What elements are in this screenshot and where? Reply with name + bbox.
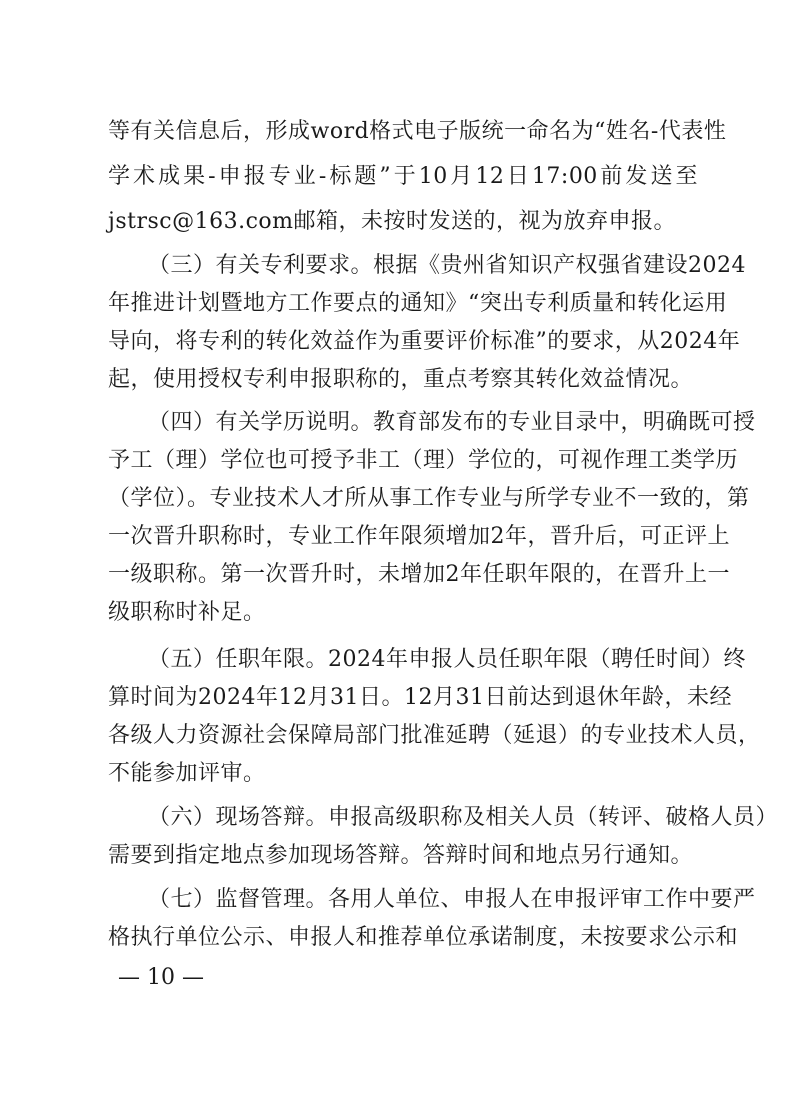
paragraph-heading-line: （六）现场答辩。申报高级职称及相关人员（转评、破格人员） [148, 805, 779, 830]
text-line: jstrsc@163.com邮箱，未按时发送的，视为放弃申报。 [108, 209, 676, 234]
text-line: 格执行单位公示、申报人和推荐单位承诺制度，未按要求公示和 [108, 925, 739, 950]
text-line: 级职称时补足。 [108, 600, 266, 625]
paragraph-heading-line: （四）有关学历说明。教育部发布的专业目录中，明确既可授 [148, 410, 756, 435]
paragraph-heading-line: （三）有关专利要求。根据《贵州省知识产权强省建设2024 [148, 253, 746, 278]
text-line: 一级职称。第一次晋升时，未增加2年任职年限的，在晋升上一 [108, 562, 730, 587]
text-line: 算时间为2024年12月31日。12月31日前达到退休年龄，未经 [108, 685, 732, 710]
text-line: 等有关信息后，形成word格式电子版统一命名为“姓名-代表性 [108, 119, 727, 144]
paragraph-heading-line: （五）任职年限。2024年申报人员任职年限（聘任时间）终 [148, 647, 746, 672]
text-line: 不能参加评审。 [108, 761, 266, 786]
text-line: （学位）。专业技术人才所从事工作专业与所学专业不一致的，第 [108, 486, 750, 511]
text-line: 各级人力资源社会保障局部门批准延聘（延退）的专业技术人员， [108, 723, 761, 748]
paragraph-heading-line: （七）监督管理。各用人单位、申报人在申报评审工作中要严 [148, 887, 756, 912]
text-line: 一次晋升职称时，专业工作年限须增加2年，晋升后，可正评上 [108, 524, 730, 549]
text-line: 年推进计划暨地方工作要点的通知》“突出专利质量和转化运用 [108, 291, 728, 316]
text-line: 起，使用授权专利申报职称的，重点考察其转化效益情况。 [108, 367, 694, 392]
page-number: — 10 — [118, 965, 204, 990]
text-line: 学术成果-申报专业-标题”于10月12日17:00前发送至 [108, 164, 698, 189]
text-line: 予工（理）学位也可授予非工（理）学位的，可视作理工类学历 [108, 448, 739, 473]
text-line: 导向，将专利的转化效益作为重要评价标准”的要求，从2024年 [108, 329, 741, 354]
text-line: 需要到指定地点参加现场答辩。答辩时间和地点另行通知。 [108, 843, 694, 868]
